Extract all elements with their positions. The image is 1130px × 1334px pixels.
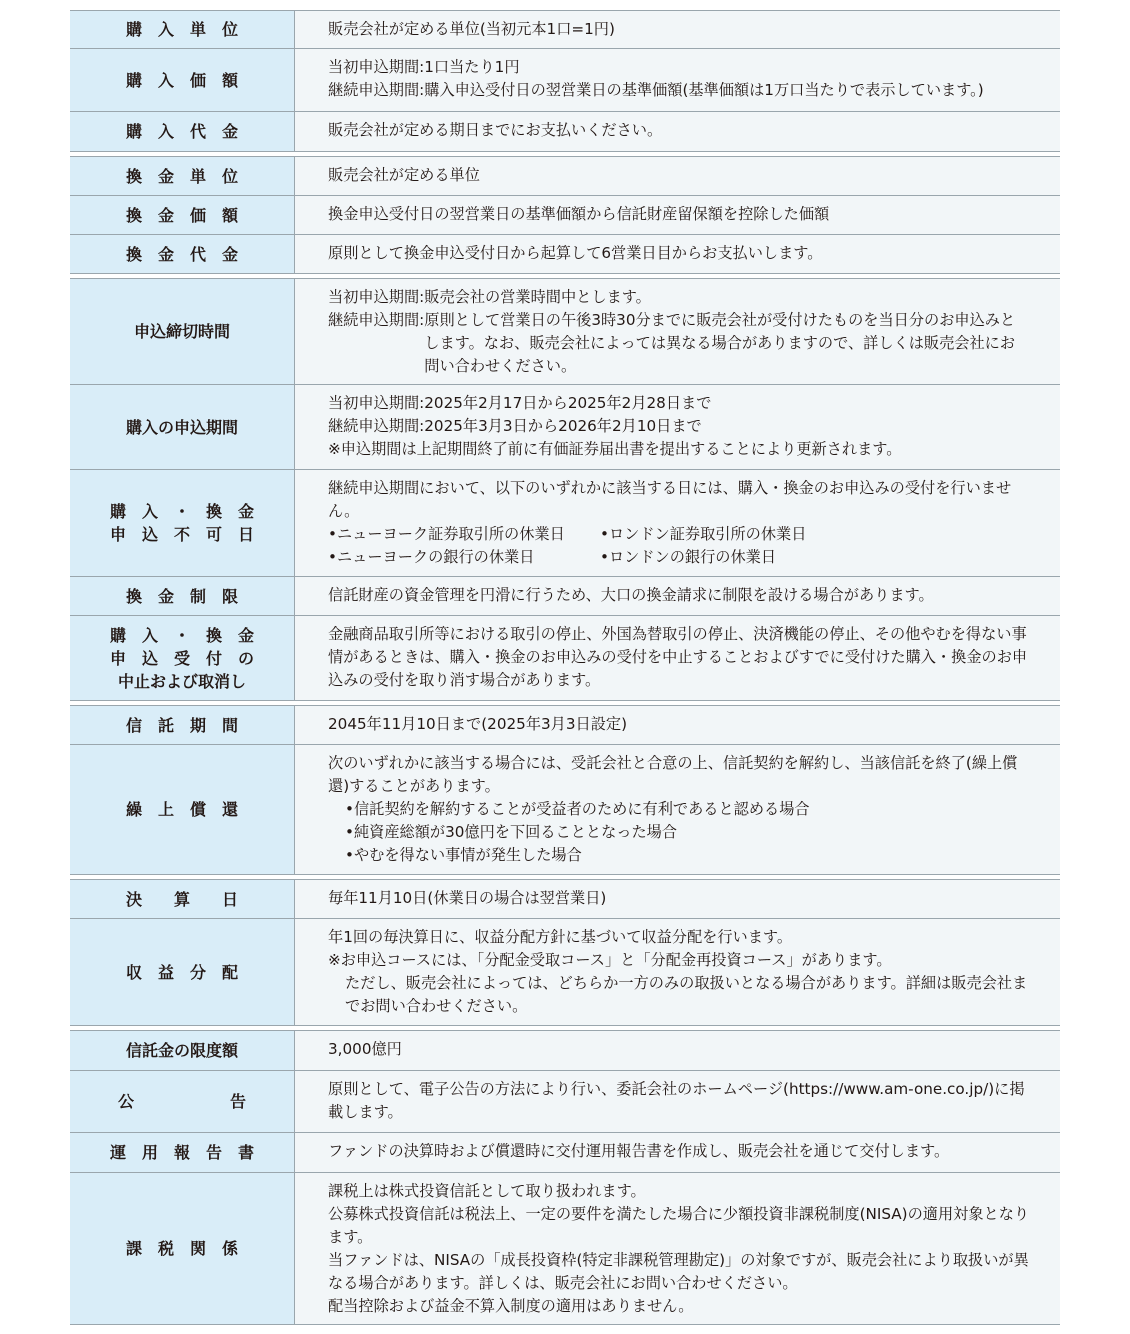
- label-management-report: 運 用 報 告 書: [70, 1133, 295, 1172]
- row-redemption-unit: [70, 157, 1060, 196]
- row-cutoff-time: [70, 279, 1060, 385]
- label-cutoff-time: 申込締切時間: [70, 279, 295, 384]
- label-purchase-price: 購 入 価 額: [70, 49, 295, 111]
- label-purchase-unit: 購 入 単 位: [70, 11, 295, 48]
- row-early-redemption: [70, 745, 1060, 875]
- row-application-period: [70, 385, 1060, 470]
- value-purchase-payment: 販売会社が定める期日までにお支払いください。: [295, 112, 1060, 151]
- row-suspension: [70, 616, 1060, 701]
- label-redemption-unit: 換 金 単 位: [70, 157, 295, 195]
- row-redemption-limit: [70, 577, 1060, 616]
- value-application-period: 当初申込期間:2025年2月17日から2025年2月28日まで 継続申込期間:2025年3月3日から2026年2月10日まで ※申込期間は上記期間終了前に有価証券届出書を提出することにより更新されます。: [295, 385, 1060, 469]
- value-taxation: 課税上は株式投資信託として取り扱われます。 公募株式投資信託は税法上、一定の要件を満たした場合に少額投資非課税制度(NISA)の適用対象となります。 当ファンドは、NISAの「成長投資枠(特定非課税管理勘定)」の対象ですが、販売会社により取扱いが異なる場合があります。詳しくは、販売会社にお問い合わせください。 配当控除および益金不算入制度の適用はありません。: [295, 1173, 1060, 1324]
- row-management-report: [70, 1133, 1060, 1173]
- row-purchase-price: [70, 49, 1060, 112]
- label-suspension: 購 入 ・ 換 金 申 込 受 付 の 中止および取消し: [70, 616, 295, 700]
- value-redemption-unit: 販売会社が定める単位: [295, 157, 1060, 195]
- value-trust-limit: 3,000億円: [295, 1031, 1060, 1070]
- value-public-notice: 原則として、電子公告の方法により行い、委託会社のホームページ(https://www.am-one.co.jp/)に掲載します。: [295, 1071, 1060, 1132]
- value-redemption-limit: 信託財産の資金管理を円滑に行うため、大口の換金請求に制限を設ける場合があります。: [295, 577, 1060, 615]
- row-settlement-date: [70, 880, 1060, 919]
- value-early-redemption: 次のいずれかに該当する場合には、受託会社と合意の上、信託契約を解約し、当該信託を終了(繰上償還)することがあります。 •信託契約を解約することが受益者のために有利であると認める場合 •純資産総額が30億円を下回ることとなった場合 •やむを得ない事情が発生した場合: [295, 745, 1060, 874]
- value-redemption-price: 換金申込受付日の翌営業日の基準価額から信託財産留保額を控除した価額: [295, 196, 1060, 234]
- value-unavailable-days: 継続申込期間において、以下のいずれかに該当する日には、購入・換金のお申込みの受付を行いません。 •ニューヨーク証券取引所の休業日 •ロンドン証券取引所の休業日 •ニューヨークの銀行の休業日 •ロンドンの銀行の休業日: [295, 470, 1060, 576]
- label-distribution: 収 益 分 配: [70, 919, 295, 1025]
- row-trust-limit: [70, 1031, 1060, 1071]
- value-distribution: 年1回の毎決算日に、収益分配方針に基づいて収益分配を行います。 ※お申込コースには、「分配金受取コース」と「分配金再投資コース」があります。 ただし、販売会社によっては、どちらか一方のみの取扱いとなる場合があります。詳細は販売会社までお問い合わせください。: [295, 919, 1060, 1025]
- label-purchase-payment: 購 入 代 金: [70, 112, 295, 151]
- row-distribution: [70, 919, 1060, 1026]
- row-unavailable-days: [70, 470, 1060, 577]
- label-settlement-date: 決 算 日: [70, 880, 295, 918]
- value-purchase-unit: 販売会社が定める単位(当初元本1口=1円): [295, 11, 1060, 48]
- value-suspension: 金融商品取引所等における取引の停止、外国為替取引の停止、決済機能の停止、その他やむを得ない事情があるときは、購入・換金のお申込みの受付を中止することおよびすでに受付けた購入・換金のお申込みの受付を取り消す場合があります。: [295, 616, 1060, 700]
- label-redemption-payment: 換 金 代 金: [70, 235, 295, 273]
- row-public-notice: [70, 1071, 1060, 1133]
- label-redemption-price: 換 金 価 額: [70, 196, 295, 234]
- label-trust-period: 信 託 期 間: [70, 706, 295, 744]
- row-redemption-payment: [70, 235, 1060, 274]
- label-public-notice: 公 告: [70, 1071, 295, 1132]
- value-cutoff-time: 当初申込期間: 販売会社の営業時間中とします。 継続申込期間: 原則として営業日の午後3時30分までに販売会社が受付けたものを当日分のお申込みとします。なお、販売会社によっては異なる場合がありますので、詳しくは販売会社にお問い合わせください。: [295, 279, 1060, 384]
- row-purchase-payment: [70, 112, 1060, 152]
- row-trust-period: [70, 706, 1060, 745]
- label-unavailable-days: 購 入 ・ 換 金 申 込 不 可 日: [70, 470, 295, 576]
- value-purchase-price: 当初申込期間: 1口当たり1円 継続申込期間: 購入申込受付日の翌営業日の基準価額(基準価額は1万口当たりで表示しています。): [295, 49, 1060, 111]
- value-trust-period: 2045年11月10日まで(2025年3月3日設定): [295, 706, 1060, 744]
- label-trust-limit: 信託金の限度額: [70, 1031, 295, 1070]
- label-application-period: 購入の申込期間: [70, 385, 295, 469]
- value-management-report: ファンドの決算時および償還時に交付運用報告書を作成し、販売会社を通じて交付します。: [295, 1133, 1060, 1172]
- value-settlement-date: 毎年11月10日(休業日の場合は翌営業日): [295, 880, 1060, 918]
- row-taxation: [70, 1173, 1060, 1325]
- row-purchase-unit: [70, 10, 1060, 49]
- value-redemption-payment: 原則として換金申込受付日から起算して6営業日目からお支払いします。: [295, 235, 1060, 273]
- label-taxation: 課 税 関 係: [70, 1173, 295, 1324]
- label-early-redemption: 繰 上 償 還: [70, 745, 295, 874]
- row-redemption-price: [70, 196, 1060, 235]
- label-redemption-limit: 換 金 制 限: [70, 577, 295, 615]
- fund-terms-table: [70, 10, 1060, 1325]
